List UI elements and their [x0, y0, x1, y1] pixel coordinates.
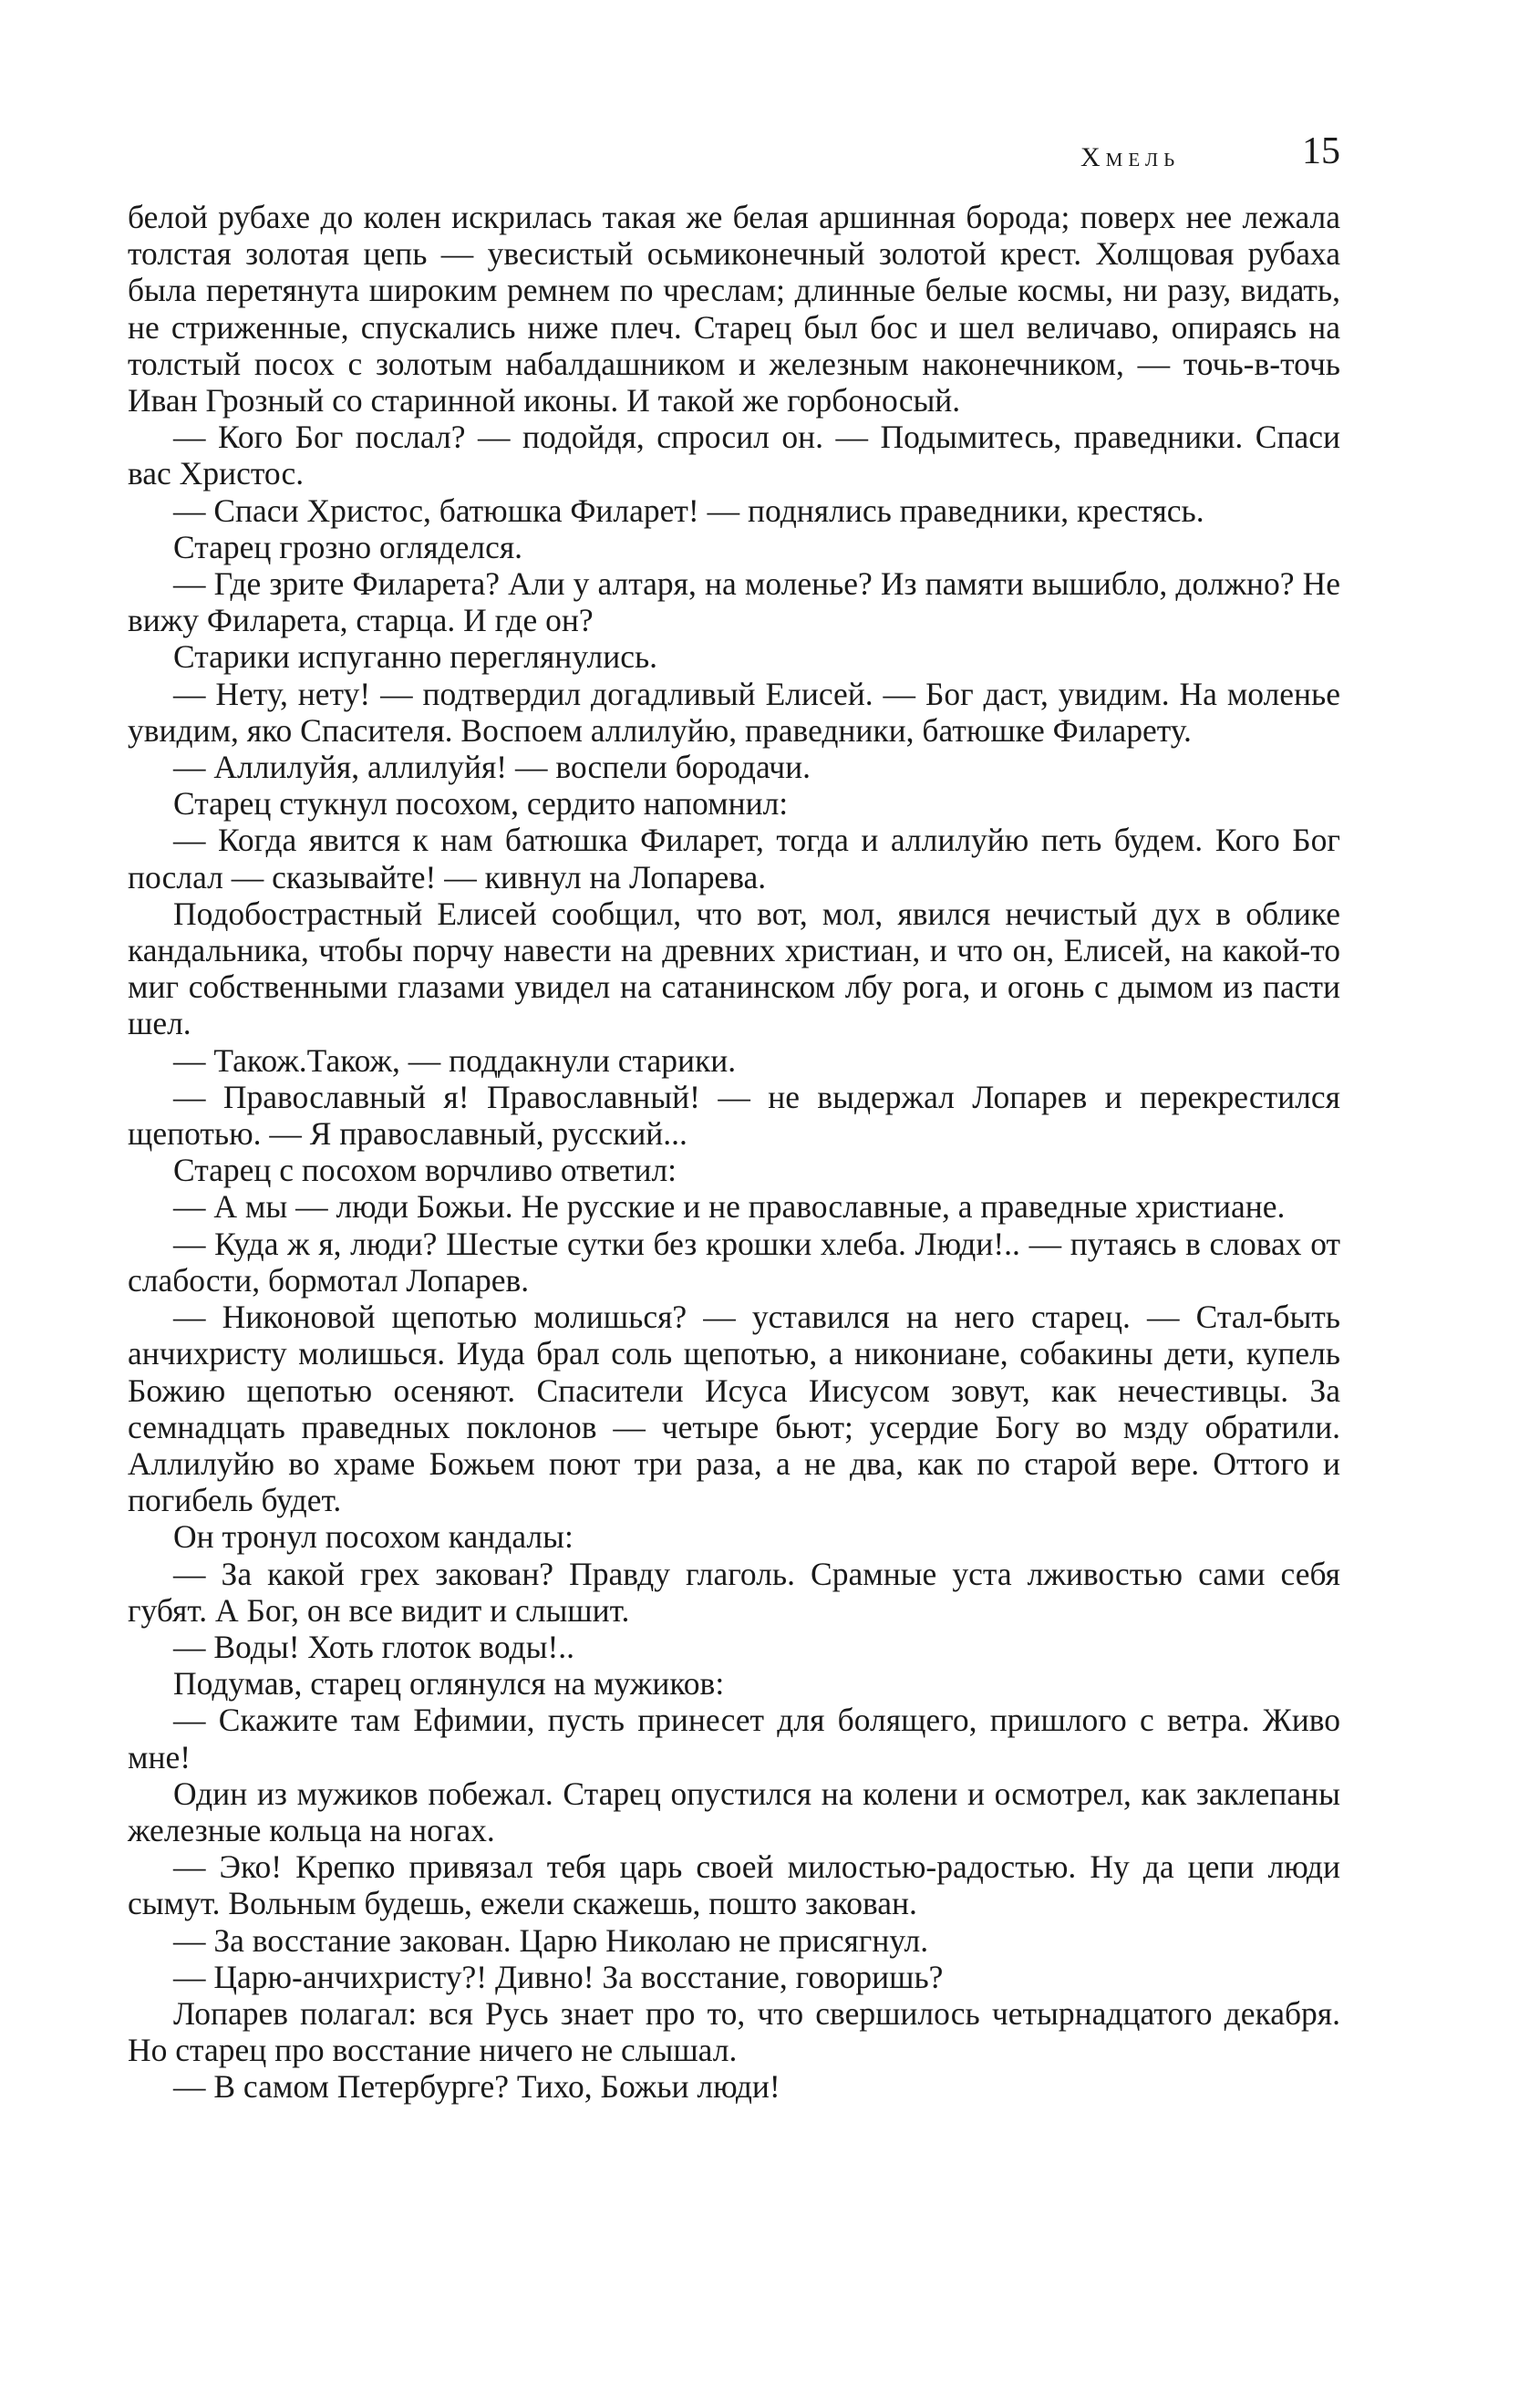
paragraph: — Воды! Хоть глоток воды!.. [173, 1628, 575, 1665]
paragraph: — Аллилуйя, аллилуйя! — воспели бородачи. [173, 749, 811, 786]
paragraph: — Православный я! Православный! — не выдержал Лопарев и перекрестился щепотью. — Я православный, русский... [128, 1078, 1340, 1153]
paragraph: Лопарев полагал: вся Русь знает про то, что свершилось четырнадцатого декабря. Но старец про восстание ничего не слышал. [128, 1994, 1340, 2069]
paragraph: — Кого Бог послал? — подойдя, спросил он. — Подымитесь, праведники. Спаси вас Христос. [128, 419, 1340, 492]
paragraph: — Никоновой щепотью молишься? — уставился на него старец. — Стал-быть анчихристу молишься. Иуда брал соль щепотью, а никониане, собакины дети, купель Божию щепотью осеняют. Спасители Исуса Иисусом зовут, как нечестивцы. За семнадцать праведных поклонов — четыре бьют; усердие Богу во мзду обратили. Аллилуйю во храме Божьем поют три раза, а не два, как по старой вере. Оттого и погибель будет. [128, 1299, 1340, 1519]
paragraph: — Эко! Крепко привязал тебя царь своей милостью-радостью. Ну да цепи люди сымут. Вольным будешь, ежели скажешь, пошто закован. [128, 1848, 1340, 1922]
paragraph: Он тронул посохом кандалы: [173, 1518, 574, 1556]
paragraph: Старец стукнул посохом, сердито напомнил: [173, 785, 789, 823]
paragraph: Старики испуганно переглянулись. [173, 638, 658, 676]
paragraph: — Нету, нету! — подтвердил догадливый Елисей. — Бог даст, увидим. На моленье увидим, яко Спасителя. Воспоем аллилуйю, праведники, батюшке Филарету. [128, 675, 1340, 749]
running-title: Хмель [1080, 142, 1181, 172]
paragraph: Подобострастный Елисей сообщил, что вот, мол, явился нечистый дух в облике кандальника, чтобы порчу навести на древних христиан, и что он, Елисей, на какой-то миг собственными глазами увидел на сатанинском лбу рога, и огонь с дымом из пасти шел. [128, 895, 1340, 1042]
paragraph: — Спаси Христос, батюшка Филарет! — поднялись праведники, крестясь. [173, 492, 1204, 529]
paragraph: — За восстание закован. Царю Николаю не присягнул. [173, 1921, 929, 1959]
paragraph: — Царю-анчихристу?! Дивно! За восстание, говоришь? [173, 1958, 944, 1995]
paragraph: — Где зрите Филарета? Али у алтаря, на моленье? Из памяти вышибло, должно? Не вижу Филарета, старца. И где он? [128, 565, 1340, 639]
paragraph: — Куда ж я, люди? Шестые сутки без крошки хлеба. Люди!.. — путаясь в словах от слабости, бормотал Лопарев. [128, 1225, 1340, 1299]
paragraph: Подумав, старец оглянулся на мужиков: [173, 1665, 725, 1703]
paragraph: — Когда явится к нам батюшка Филарет, тогда и аллилуйю петь будем. Кого Бог послал — сказывайте! — кивнул на Лопарева. [128, 822, 1340, 895]
page-number: 15 [1302, 130, 1340, 172]
paragraph: белой рубахе до колен искрилась такая же белая аршинная борода; поверх нее лежала толстая золотая цепь — увесистый осьмиконечный золотой крест. Холщовая рубаха была перетянута широким ремнем по чреслам; длинные белые космы, ни разу, видать, не стриженные, спускались ниже плеч. Старец был бос и шел величаво, опираясь на толстый посох с золотым набалдашником и железным наконечником, — точь-в-точь Иван Грозный со старинной иконы. И такой же горбоносый. [128, 199, 1340, 419]
paragraph: Старец с посохом ворчливо ответил: [173, 1152, 677, 1189]
paragraph: — Скажите там Ефимии, пусть принесет для болящего, пришлого с ветра. Живо мне! [128, 1702, 1340, 1775]
paragraph: — Також.Також, — поддакнули старики. [173, 1041, 737, 1079]
paragraph: — А мы — люди Божьи. Не русские и не православные, а праведные христиане. [173, 1188, 1286, 1226]
paragraph: — За какой грех закован? Правду глаголь. Срамные уста лживостью сами себя губят. А Бог, он все видит и слышит. [128, 1555, 1340, 1629]
running-head [912, 126, 1340, 181]
paragraph: Старец грозно огляделся. [173, 528, 523, 565]
paragraph: Один из мужиков побежал. Старец опустился на колени и осмотрел, как заклепаны железные кольца на ногах. [128, 1775, 1340, 1848]
paragraph: — В самом Петербурге? Тихо, Божьи люди! [173, 2068, 780, 2106]
body-text [128, 199, 1340, 2106]
